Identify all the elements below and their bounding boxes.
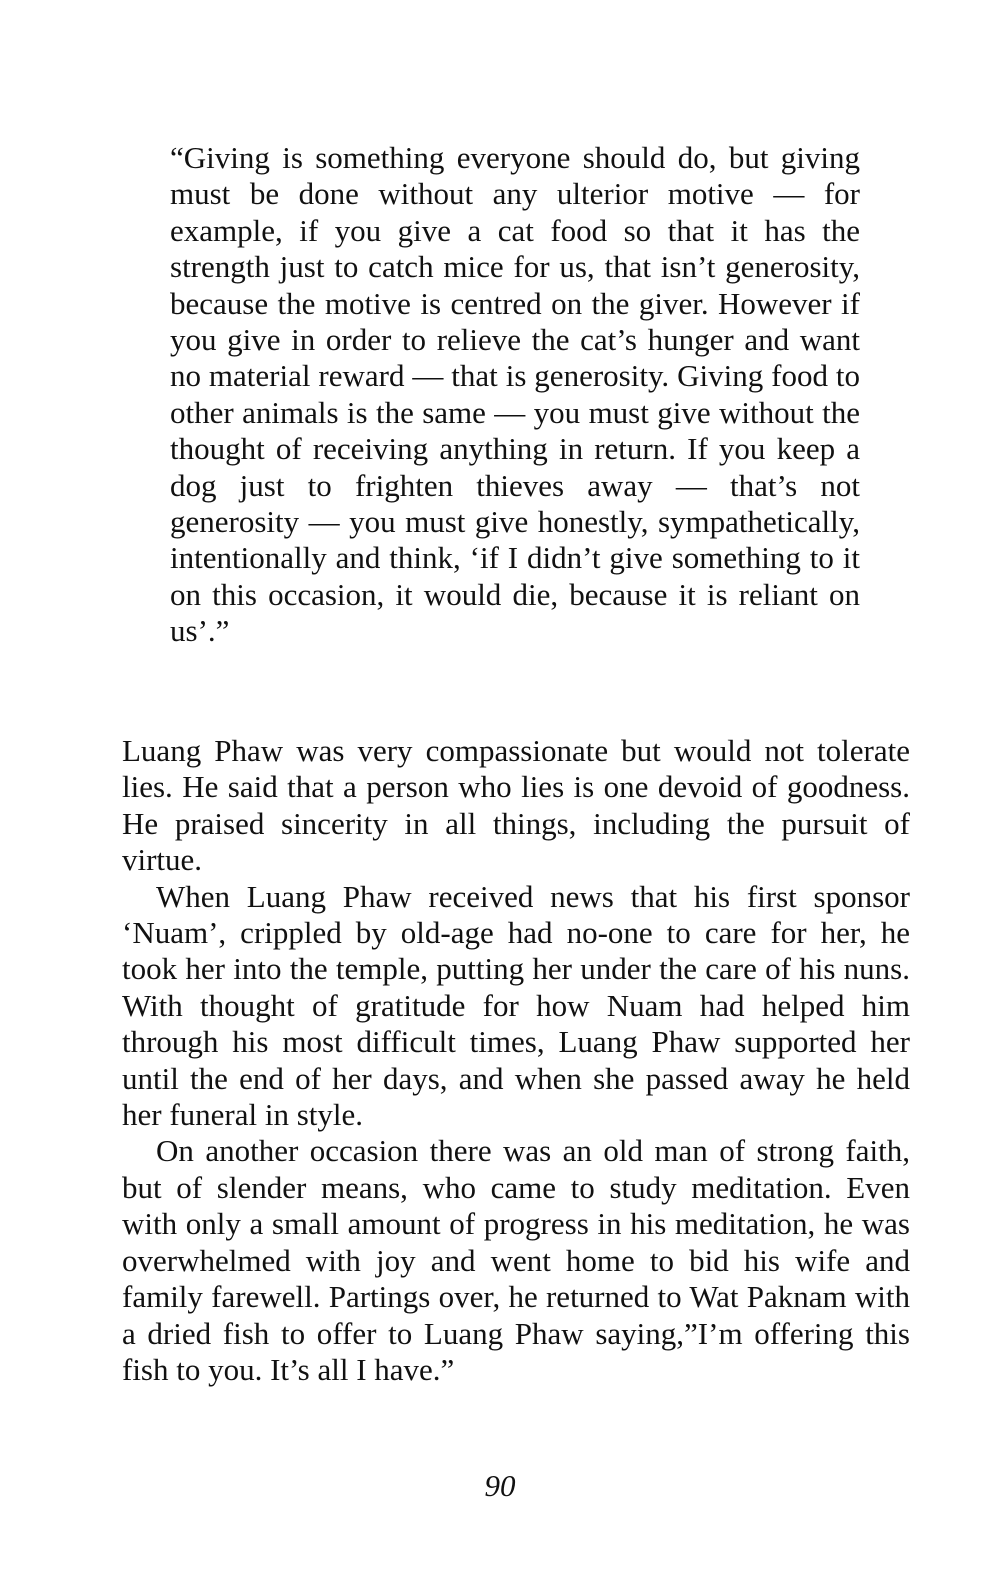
page-number: 90	[484, 1468, 516, 1503]
quoted-passage: “Giving is something everyone should do, but giving must be done without any ulterior motive — for example, if you give a cat food so that it has the strength just to catch mice for us, that isn’t generosity, because the motive is centred on the giver. However if you give in order to relieve the cat’s hunger and want no material reward — that is generosity. Giving food to other animals is the same — you must give without the thought of receiving anything in return. If you keep a dog just to frighten thieves away — that’s not generosity — you must give honestly, sympathetically, intentionally and think, ‘if I didn’t give something to it on this occasion, it would die, because it is reliant on us’.”	[170, 140, 860, 649]
body-text	[122, 733, 910, 1388]
paragraph-old-man: On another occasion there was an old man of strong faith, but of slender means, who came to study meditation. Even with only a small amount of progress in his meditation, he was overwhelmed with joy and went home to bid his wife and family farewell. Partings over, he returned to Wat Paknam with a dried fish to offer to Luang Phaw saying,”I’m offering this fish to you. It’s all I have.”	[122, 1133, 910, 1387]
paragraph-nuam: When Luang Phaw received news that his first sponsor ‘Nuam’, crippled by old-age had no-one to care for her, he took her into the temple, putting her under the care of his nuns. With thought of gratitude for how Nuam had helped him through his most difficult times, Luang Phaw supported her until the end of her days, and when she passed away he held her funeral in style.	[122, 878, 910, 1133]
paragraph-compassion: Luang Phaw was very compassionate but would not tolerate lies. He said that a person who lies is one devoid of goodness. He praised sincerity in all things, including the pursuit of virtue.	[122, 733, 910, 878]
